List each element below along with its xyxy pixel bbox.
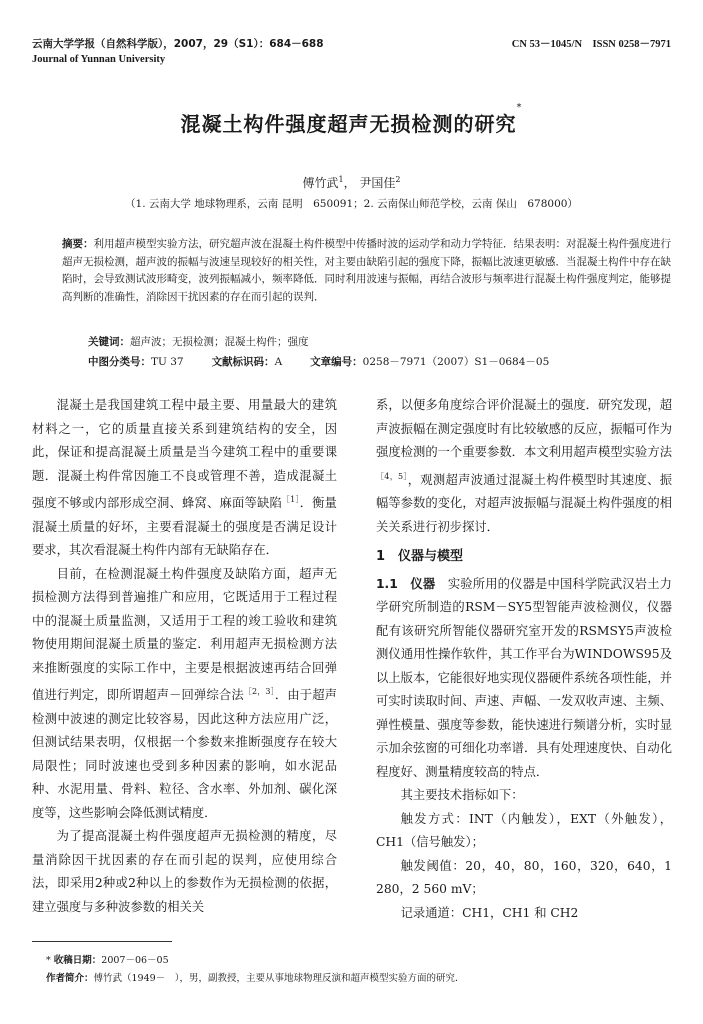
clc-value: TU 37 <box>151 356 184 368</box>
text-span: ，观测超声波通过混凝土构件模型时其速度、振幅等参数的变化，对超声波振幅与混凝土构件强度的相关关系进行初步探讨． <box>376 472 672 534</box>
abstract <box>62 236 671 306</box>
issn-info: CN 53－1045/N ISSN 0258－7971 <box>511 39 671 50</box>
footnote-divider <box>32 941 172 942</box>
paper-title <box>0 102 703 137</box>
journal-name-en: Journal of Yunnan University <box>32 54 166 65</box>
article-no-value: 0258－7971（2007）S1－0684－05 <box>362 356 550 368</box>
keywords <box>88 334 309 349</box>
citation-ref: ［4，5］ <box>376 471 408 481</box>
author-2: 尹国佳 <box>359 176 396 190</box>
text-span: 实验所用的仪器是中国科学院武汉岩土力学研究所制造的RSM－SY5型智能声波检测仪，仪器配有该研究所智能仪器研究室开发的RSMSY5声波检测仪通用性操作软件，其工作平台为WINDOWS95及以上版本，它能很好地实现仪器硬件系统各项性能，并可实时读取时间、声速、声幅、一发双收声速、主频、弹性模量、强度等参数，能快速进行频谱分析，实时显示加余弦窗的可细化功率谱．具有处理速度快、自动化程度好、测量精度较高的特点． <box>376 576 672 779</box>
paragraph: 触发方式：INT（内触发），EXT（外触发），CH1（信号触发）； <box>376 811 672 850</box>
doc-code-label: 文献标识码： <box>211 356 275 368</box>
journal-citation: 云南大学学报（自然科学版），2007，29（S1）：684－688 <box>32 38 324 50</box>
paragraph: 其主要技术指标如下： <box>400 788 524 803</box>
left-column <box>32 394 337 919</box>
paper-title-text: 混凝土构件强度超声无损检测的研究 <box>180 112 517 136</box>
citation-ref: ［2，3］ <box>243 687 275 697</box>
paragraph: 为了提高混凝土构件强度超声无损检测的精度，尽量消除因干扰因素的存在而引起的误判，应使用综合法，即采用2种或2种以上的参数作为无损检测的依据，建立强度与多种波参数的相关关 <box>32 829 337 914</box>
author-2-affil: 2 <box>395 175 401 184</box>
section-heading: 1 仪器与模型 <box>376 549 464 565</box>
author-list: 傅竹武$^1$， 尹国佳$^2$ <box>302 175 401 190</box>
subsection-heading: 1.1 仪器 <box>376 576 436 591</box>
clc-label: 中图分类号： <box>88 356 151 368</box>
footnote-received <box>46 952 169 966</box>
author-1-affil: 1 <box>338 175 344 184</box>
author-bio-label: 作者简介： <box>46 973 94 984</box>
text-span: ．衡量混凝土质量的好坏，主要看混凝土的强度是否满足设计要求，其次看混凝土构件内部有无缺陷存在． <box>32 496 337 558</box>
keywords-text: 超声波；无损检测；混凝土构件；强度 <box>130 336 309 348</box>
author-1: 傅竹武 <box>302 176 339 190</box>
author-bio: 傅竹武（1949－ ），男，副教授，主要从事地球物理反演和超声模型实验方面的研究． <box>93 973 465 984</box>
paragraph <box>376 573 672 785</box>
footnote-mark: * <box>46 955 51 966</box>
footnote-author <box>46 970 464 984</box>
abstract-label: 摘要： <box>62 238 94 250</box>
text-span: 系，以便多角度综合评价混凝土的强度．研究发现，超声波振幅在测定强度时有比较敏感的反应，振幅可作为强度检测的一个重要参数．本文利用超声模型实验方法 <box>376 398 672 459</box>
article-no-label: 文章编号： <box>310 356 363 368</box>
running-header <box>32 36 671 76</box>
paragraph: 记录通道：CH1，CH1 和 CH2 <box>400 905 579 920</box>
text-span: 目前，在检测混凝土构件强度及缺陷方面，超声无损检测方法得到普遍推广和应用，它既适用于工程过程中的混凝土质量监测，又适用于工程的竣工验收和建筑物使用期间混凝土质量的鉴定．利用超声无损检测方法来推断强度的实际工作中，主要是根据波速再结合回弹值进行判定，即所谓超声－回弹综合法 <box>32 566 337 703</box>
keywords-label: 关键词： <box>88 336 130 348</box>
text-span: ．由于超声检测中波速的测定比较容易，因此这种方法应用广泛，但测试结果表明，仅根据一个参数来推断强度存在较大局限性；同时波速也受到多种因素的影响，如水泥品种、水泥用量、骨料、粒径、含水率、外加剂、碳化深度等，这些影响会降低测试精度． <box>32 688 337 820</box>
classification-line <box>88 354 549 369</box>
text-span: 混凝土是我国建筑工程中最主要、用量最大的建筑材料之一，它的质量直接关系到建筑结构的安全，因此，保证和提高混凝土质量是当今建筑工程中的重要课题．混凝土构件常因施工不良或管理不善，造成混凝土强度不够或内部形成空洞、蜂窝、麻面等缺陷 <box>32 398 337 511</box>
received-date: 2007－06－05 <box>101 955 169 966</box>
affiliations: （1. 云南大学 地球物理系，云南 昆明 650091；2. 云南保山师范学校，云南 保山 678000） <box>125 198 578 210</box>
paragraph <box>32 563 337 826</box>
paragraph: 触发阈值：20，40，80，160，320，640，1 280，2 560 mV； <box>376 858 672 897</box>
doc-code-value: A <box>274 356 283 368</box>
paragraph <box>32 394 337 563</box>
title-footnote-mark: * <box>516 102 523 113</box>
received-label: 收稿日期： <box>53 955 102 966</box>
citation-ref: ［1］ <box>281 495 300 504</box>
paragraph <box>376 394 672 539</box>
right-column <box>376 394 672 925</box>
abstract-text: 利用超声模型实验方法，研究超声波在混凝土构件模型中传播时波的运动学和动力学特征．结果表明：对混凝土构件强度进行超声无损检测，超声波的振幅与波速呈现较好的相关性，对主要由缺陷引起的强度下降，振幅比波速更敏感．当混凝土构件中存在缺陷时，会导致测试波形畸变，波列振幅减小，频率降低．同时利用波速与振幅，再结合波形与频率进行混凝土构件强度判定，能够提高判断的准确性，消除因干扰因素的存在而引起的误判． <box>62 238 671 303</box>
